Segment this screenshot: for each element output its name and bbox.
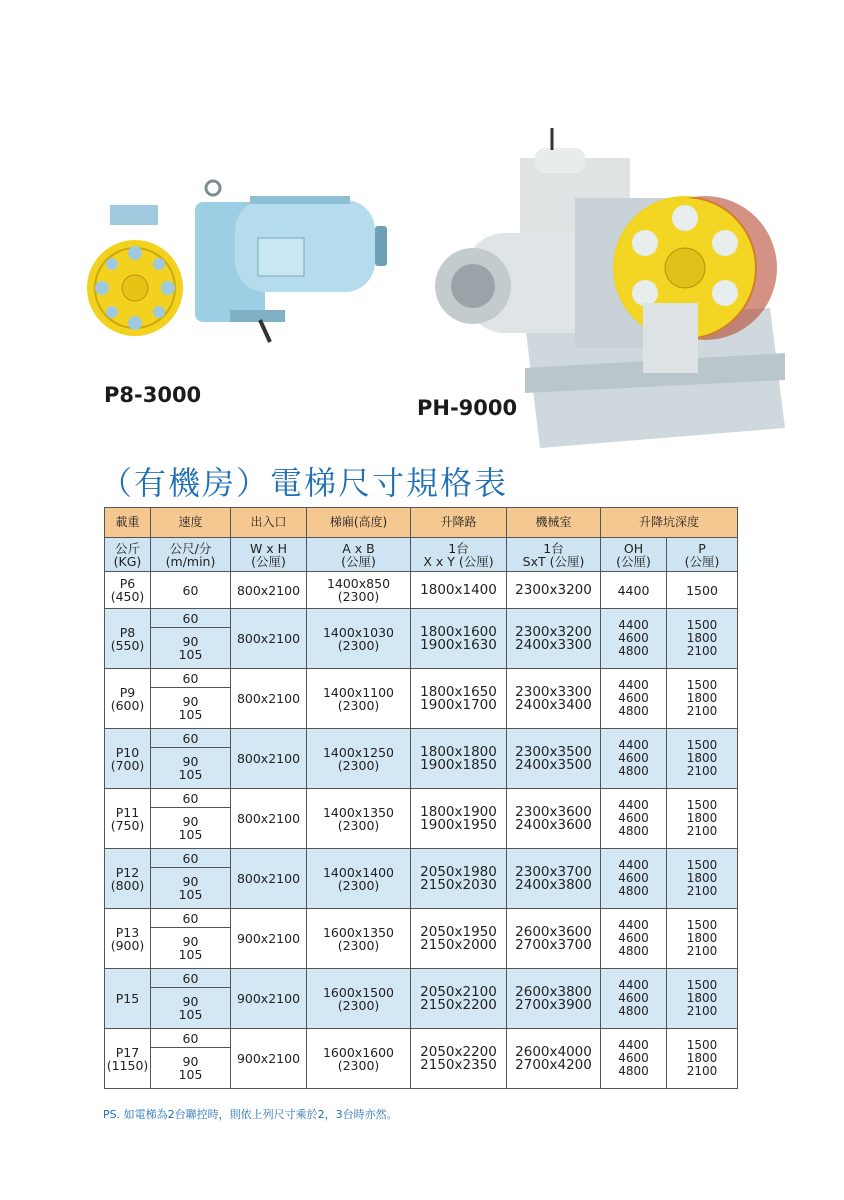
unit-p: P (公厘)	[667, 538, 738, 572]
cell-car: 1600x1500 (2300)	[307, 969, 411, 1029]
cell-speed-bottom: 90 105	[151, 628, 231, 669]
header-pit-depth: 升降坑深度	[601, 508, 738, 538]
cell-oh: 4400 4600 4800	[601, 789, 667, 849]
cell-hoistway: 1800x1650 1900x1700	[411, 669, 507, 729]
cell-hoistway: 2050x2100 2150x2200	[411, 969, 507, 1029]
cell-speed-bottom: 90 105	[151, 928, 231, 969]
model-label-p8: P8-3000	[104, 383, 202, 407]
cell-speed-top: 60	[151, 669, 231, 688]
cell-oh: 4400	[601, 572, 667, 609]
unit-machine-room: 1台 SxT (公厘)	[507, 538, 601, 572]
cell-door: 900x2100	[231, 969, 307, 1029]
cell-machine-room: 2600x4000 2700x4200	[507, 1029, 601, 1089]
table-row	[105, 849, 738, 868]
cell-oh: 4400 4600 4800	[601, 1029, 667, 1089]
table-row	[105, 969, 738, 988]
cell-car: 1400x850 (2300)	[307, 572, 411, 609]
cell-door: 800x2100	[231, 849, 307, 909]
cell-door: 900x2100	[231, 1029, 307, 1089]
table-row	[105, 609, 738, 628]
cell-p: 1500	[667, 572, 738, 609]
table-row	[105, 1029, 738, 1048]
cell-machine-room: 2300x3200	[507, 572, 601, 609]
spec-table	[104, 507, 738, 1089]
footnote: PS. 如電梯為2台聯控時，則依上列尺寸乘於2，3台時亦然。	[103, 1108, 398, 1121]
unit-car: A x B (公厘)	[307, 538, 411, 572]
header-car: 梯廂(高度)	[307, 508, 411, 538]
cell-model: P6 (450)	[105, 572, 151, 609]
cell-car: 1400x1100 (2300)	[307, 669, 411, 729]
cell-model: P11 (750)	[105, 789, 151, 849]
cell-model: P8 (550)	[105, 609, 151, 669]
cell-door: 900x2100	[231, 909, 307, 969]
table-row	[105, 669, 738, 688]
cell-door: 800x2100	[231, 729, 307, 789]
header-speed: 速度	[151, 508, 231, 538]
cell-speed-bottom: 90 105	[151, 1048, 231, 1089]
cell-p: 1500 1800 2100	[667, 789, 738, 849]
cell-door: 800x2100	[231, 669, 307, 729]
header-row	[105, 508, 738, 538]
page-title: （有機房）電梯尺寸規格表	[100, 464, 509, 502]
cell-hoistway: 2050x1980 2150x2030	[411, 849, 507, 909]
cell-p: 1500 1800 2100	[667, 849, 738, 909]
header-machine-room: 機械室	[507, 508, 601, 538]
table-row	[105, 729, 738, 748]
cell-speed-top: 60	[151, 729, 231, 748]
cell-machine-room: 2300x3300 2400x3400	[507, 669, 601, 729]
cell-p: 1500 1800 2100	[667, 969, 738, 1029]
cell-car: 1400x1250 (2300)	[307, 729, 411, 789]
cell-speed-top: 60	[151, 849, 231, 868]
unit-hoistway: 1台 X x Y (公厘)	[411, 538, 507, 572]
cell-speed-bottom: 90 105	[151, 688, 231, 729]
cell-oh: 4400 4600 4800	[601, 969, 667, 1029]
cell-car: 1400x1400 (2300)	[307, 849, 411, 909]
cell-p: 1500 1800 2100	[667, 1029, 738, 1089]
header-hoistway: 升降路	[411, 508, 507, 538]
unit-speed: 公尺/分 (m/min)	[151, 538, 231, 572]
cell-model: P9 (600)	[105, 669, 151, 729]
cell-hoistway: 1800x1900 1900x1950	[411, 789, 507, 849]
unit-row	[105, 538, 738, 572]
table-row	[105, 789, 738, 808]
table-row	[105, 572, 738, 609]
cell-speed-top: 60	[151, 789, 231, 808]
cell-speed-top: 60	[151, 1029, 231, 1048]
cell-speed-bottom: 90 105	[151, 868, 231, 909]
cell-machine-room: 2600x3800 2700x3900	[507, 969, 601, 1029]
cell-door: 800x2100	[231, 609, 307, 669]
cell-model: P17 (1150)	[105, 1029, 151, 1089]
cell-model: P13 (900)	[105, 909, 151, 969]
cell-machine-room: 2300x3500 2400x3500	[507, 729, 601, 789]
model-label-ph: PH-9000	[417, 396, 518, 420]
cell-speed: 60	[151, 572, 231, 609]
unit-oh: OH (公厘)	[601, 538, 667, 572]
cell-p: 1500 1800 2100	[667, 669, 738, 729]
cell-model: P10 (700)	[105, 729, 151, 789]
cell-door: 800x2100	[231, 572, 307, 609]
cell-oh: 4400 4600 4800	[601, 669, 667, 729]
cell-p: 1500 1800 2100	[667, 729, 738, 789]
cell-door: 800x2100	[231, 789, 307, 849]
cell-speed-top: 60	[151, 969, 231, 988]
cell-model: P15	[105, 969, 151, 1029]
unit-load: 公斤 (KG)	[105, 538, 151, 572]
cell-oh: 4400 4600 4800	[601, 849, 667, 909]
cell-machine-room: 2300x3600 2400x3600	[507, 789, 601, 849]
cell-hoistway: 1800x1800 1900x1850	[411, 729, 507, 789]
cell-oh: 4400 4600 4800	[601, 609, 667, 669]
cell-model: P12 (800)	[105, 849, 151, 909]
cell-hoistway: 1800x1400	[411, 572, 507, 609]
cell-machine-room: 2300x3200 2400x3300	[507, 609, 601, 669]
cell-speed-top: 60	[151, 609, 231, 628]
cell-hoistway: 2050x1950 2150x2000	[411, 909, 507, 969]
cell-car: 1400x1030 (2300)	[307, 609, 411, 669]
header-load: 載重	[105, 508, 151, 538]
cell-speed-top: 60	[151, 909, 231, 928]
cell-oh: 4400 4600 4800	[601, 729, 667, 789]
header-door: 出入口	[231, 508, 307, 538]
cell-p: 1500 1800 2100	[667, 909, 738, 969]
cell-hoistway: 2050x2200 2150x2350	[411, 1029, 507, 1089]
cell-car: 1600x1350 (2300)	[307, 909, 411, 969]
cell-speed-bottom: 90 105	[151, 748, 231, 789]
cell-hoistway: 1800x1600 1900x1630	[411, 609, 507, 669]
cell-car: 1400x1350 (2300)	[307, 789, 411, 849]
unit-door: W x H (公厘)	[231, 538, 307, 572]
cell-speed-bottom: 90 105	[151, 988, 231, 1029]
table-row	[105, 909, 738, 928]
cell-machine-room: 2600x3600 2700x3700	[507, 909, 601, 969]
cell-speed-bottom: 90 105	[151, 808, 231, 849]
cell-car: 1600x1600 (2300)	[307, 1029, 411, 1089]
cell-p: 1500 1800 2100	[667, 609, 738, 669]
gear-motor-photo	[80, 160, 400, 370]
cell-oh: 4400 4600 4800	[601, 909, 667, 969]
cell-machine-room: 2300x3700 2400x3800	[507, 849, 601, 909]
